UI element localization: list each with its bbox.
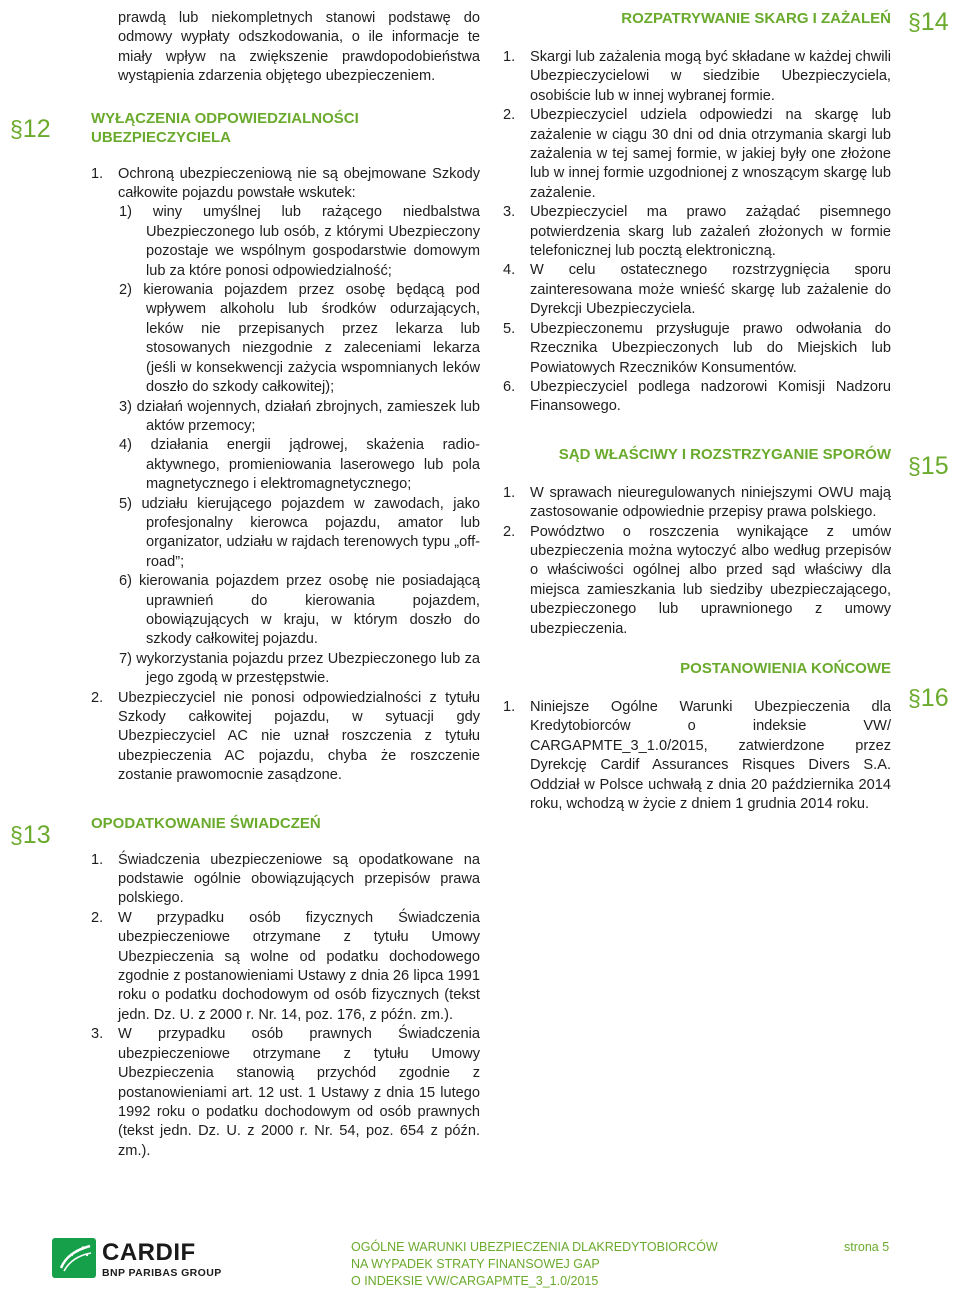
intro-paragraph: prawdą lub niekompletnych stanowi podstawę do odmowy wypłaty odszkodowania, o ile informacje te miały wpływ na zwiększenie prawdopodobieństwa wystąpienia zdarzenia objętego ubezpieczeniem. xyxy=(118,10,480,85)
heading-taxation: OPODATKOWANIE ŚWIADCZEŃ xyxy=(91,814,321,832)
section-marker-16: §16 xyxy=(908,684,949,712)
item-number: 1. xyxy=(503,698,516,715)
exclusion-sublist xyxy=(91,203,480,688)
final-item xyxy=(503,698,891,814)
item-number: 2. xyxy=(91,689,104,706)
item-text: W przypadku osób fizycznych Świadczenia ubezpieczeniowe otrzymane z tytułu Umowy Ubezpieczenia są wolne od podatku dochodowego zgodnie z postanowieniami Ustawy z dnia 26 lipca 1991 roku o podatku dochodowym od osób fizycznych (tekst jedn. Dz. U. z 2000 r. Nr. 14, poz. 176, z późn. zm.). xyxy=(118,909,480,1023)
complaints-item xyxy=(503,378,891,417)
heading-complaints: ROZPATRYWANIE SKARG I ZAŻALEŃ xyxy=(621,10,891,27)
sublist-item: 3) działań wojennych, działań zbrojnych, zamieszek lub aktów przemocy; xyxy=(119,398,480,434)
item-text: Ubezpieczonemu przysługuje prawo odwołania do Rzecznika Ubezpieczonych lub do Miejskich lub Powiatowych Rzeczników Konsumentów. xyxy=(530,320,891,376)
sublist-item: 1) winy umyślnej lub rażącego niedbalstwa Ubezpieczonego lub osób, z którymi Ubezpieczony pozostaje we wspólnym gospodarstwie domowym lub za które ponosi odpowiedzialność; xyxy=(119,204,480,279)
item-number: 5. xyxy=(503,320,516,337)
heading-exclusions: WYŁĄCZENIA ODPOWIEDZIALNOŚCI UBEZPIECZYCIELA xyxy=(91,109,359,146)
complaints-item xyxy=(503,203,891,261)
cardif-logo xyxy=(52,1238,242,1278)
item-text: Ubezpieczyciel podlega nadzorowi Komisji Nadzoru Finansowego. xyxy=(530,378,891,415)
logo-group: BNP PARIBAS GROUP xyxy=(102,1267,222,1279)
complaints-item xyxy=(503,261,891,319)
item-text: Ochroną ubezpieczeniową nie są obejmowane Szkody całkowite pojazdu powstałe wskutek: xyxy=(118,165,480,202)
logo-name: CARDIF xyxy=(102,1239,196,1266)
taxation-item xyxy=(91,851,480,909)
item-number: 1. xyxy=(91,851,104,868)
section-marker-14: §14 xyxy=(908,8,949,36)
section-marker-12: §12 xyxy=(10,115,51,143)
complaints-item xyxy=(503,48,891,106)
court-item xyxy=(503,484,891,523)
item-text: Niniejsze Ogólne Warunki Ubezpieczenia dla Kredytobiorców o indeksie VW/ CARGAPMTE_3_1.0/2015, zatwierdzone przez Dyrekcję Cardif Assurances Risques Divers S.A. Oddział w Polsce uchwałą z dnia 20 października 2014 roku, wchodzą w życie z dniem 1 grudnia 2014 roku. xyxy=(530,698,891,812)
heading-final-provisions: POSTANOWIENIA KOŃCOWE xyxy=(680,659,891,677)
exclusion-item-1 xyxy=(91,165,480,204)
final-list xyxy=(503,698,891,814)
page-footer xyxy=(0,1230,960,1303)
left-column xyxy=(91,9,480,1161)
item-number: 2. xyxy=(91,909,104,926)
item-number: 2. xyxy=(503,523,516,540)
item-text: W celu ostatecznego rozstrzygnięcia sporu zainteresowana może wnieść skargę lub zażalenie do Dyrekcji Ubezpieczyciela. xyxy=(530,262,891,318)
section-marker-13: §13 xyxy=(10,821,51,849)
section-marker-15: §15 xyxy=(908,452,949,480)
item-text: W sprawach nieuregulowanych niniejszymi OWU mają zastosowanie odpowiednie przepisy prawa polskiego. xyxy=(530,484,891,521)
item-text: Skargi lub zażalenia mogą być składane w każdej chwili Ubezpieczycielowi w siedzibie Ubezpieczyciela, osobiście lub w innej wybranej formie. xyxy=(530,49,891,104)
item-text: Świadczenia ubezpieczeniowe są opodatkowane na podstawie ogólnie obowiązujących przepisów prawa polskiego. xyxy=(118,851,480,907)
item-number: 2. xyxy=(503,107,516,124)
taxation-item xyxy=(91,1025,480,1161)
item-number: 1. xyxy=(91,165,104,182)
bnp-star-icon xyxy=(52,1238,96,1278)
item-number: 1. xyxy=(503,49,516,65)
court-list xyxy=(503,484,891,639)
sublist-item: 7) wykorzystania pojazdu przez Ubezpieczonego lub za jego zgodą w przestępstwie. xyxy=(119,650,480,687)
exclusion-item-2 xyxy=(91,689,480,786)
complaints-list xyxy=(503,48,891,417)
taxation-item xyxy=(91,909,480,1025)
item-number: 1. xyxy=(503,484,516,501)
sublist-item: 4) działania energii jądrowej, skażenia radio-aktywnego, promieniowania laserowego lub pola magnetycznego i elektromagnetycznego; xyxy=(119,437,480,493)
footer-document-title: OGÓLNE WARUNKI UBEZPIECZENIA DLAKREDYTOBIORCÓW NA WYPADEK STRATY FINANSOWEJ GAP O INDEKSIE VW/CARGAPMTE_3_1.0/2015 xyxy=(351,1240,718,1288)
item-text: Ubezpieczyciel udziela odpowiedzi na skargę lub zażalenie w ciągu 30 dni od dnia otrzymania skargi lub zażalenia w tej samej formie, w jakiej były one złożone lub w innej formie uzgodnionej z wnoszącym skargę lub zażalenie. xyxy=(530,107,891,201)
item-text: Ubezpieczyciel ma prawo zażądać pisemnego potwierdzenia skarg lub zażaleń złożonych w formie telefonicznej lub pocztą elektroniczną. xyxy=(530,204,891,260)
right-column xyxy=(503,9,891,814)
item-text: Ubezpieczyciel nie ponosi odpowiedzialności z tytułu Szkody całkowitej pojazdu, w sytuacji gdy Ubezpieczyciel AC nie uznał roszczenia z tytułu ubezpieczenia AC pojazdu, chyba że roszczenie zostanie prawomocnie zasądzone. xyxy=(118,689,480,784)
sublist-item: 5) udziału kierującego pojazdem w zawodach, jako profesjonalny kierowca pojazdu, amator lub organizator, udziału w rajdach terenowych typu „off-road”; xyxy=(119,495,480,570)
item-text: W przypadku osób prawnych Świadczenia ubezpieczeniowe otrzymane z tytułu Umowy Ubezpieczenia stanowią przychód zgodnie z postanowieniami art. 12 ust. 1 Ustawy z dnia 15 lutego 1992 roku o podatku dochodowym od osób prawnych (tekst jedn. Dz. U. z 2000 r. Nr. 54, poz. 654 z późn. zm.). xyxy=(118,1026,480,1159)
item-number: 3. xyxy=(91,1026,104,1043)
sublist-item: 2) kierowania pojazdem przez osobę będącą pod wpływem alkoholu lub środków odurzających, leków nie przepisanych przez lekarza lub stosowanych niezgodnie z zaleceniami lekarza (jeśli w konsekwencji zażycia wspomnianych leków doszło do szkody całkowitej); xyxy=(119,282,480,396)
complaints-item xyxy=(503,320,891,378)
item-number: 6. xyxy=(503,378,516,395)
taxation-list xyxy=(91,851,480,1162)
page-number: strona 5 xyxy=(844,1240,890,1254)
item-number: 4. xyxy=(503,262,516,279)
heading-court: SĄD WŁAŚCIWY I ROZSTRZYGANIE SPORÓW xyxy=(558,445,891,463)
item-text: Powództwo o roszczenia wynikające z umów ubezpieczenia można wytoczyć albo według przepisów o właściwości ogólnej albo przed sąd właściwy dla miejsca zamieszkania lub siedziby ubezpieczającego, ubezpieczonego lub uprawnionego z umowy ubezpieczenia. xyxy=(530,523,891,637)
item-number: 3. xyxy=(503,204,516,221)
court-item xyxy=(503,523,891,639)
sublist-item: 6) kierowania pojazdem przez osobę nie posiadającą uprawnień do kierowania pojazdem, obowiązujących w kraju, w którym doszło do szkody całkowitej pojazdu. xyxy=(119,573,480,648)
complaints-item xyxy=(503,106,891,203)
